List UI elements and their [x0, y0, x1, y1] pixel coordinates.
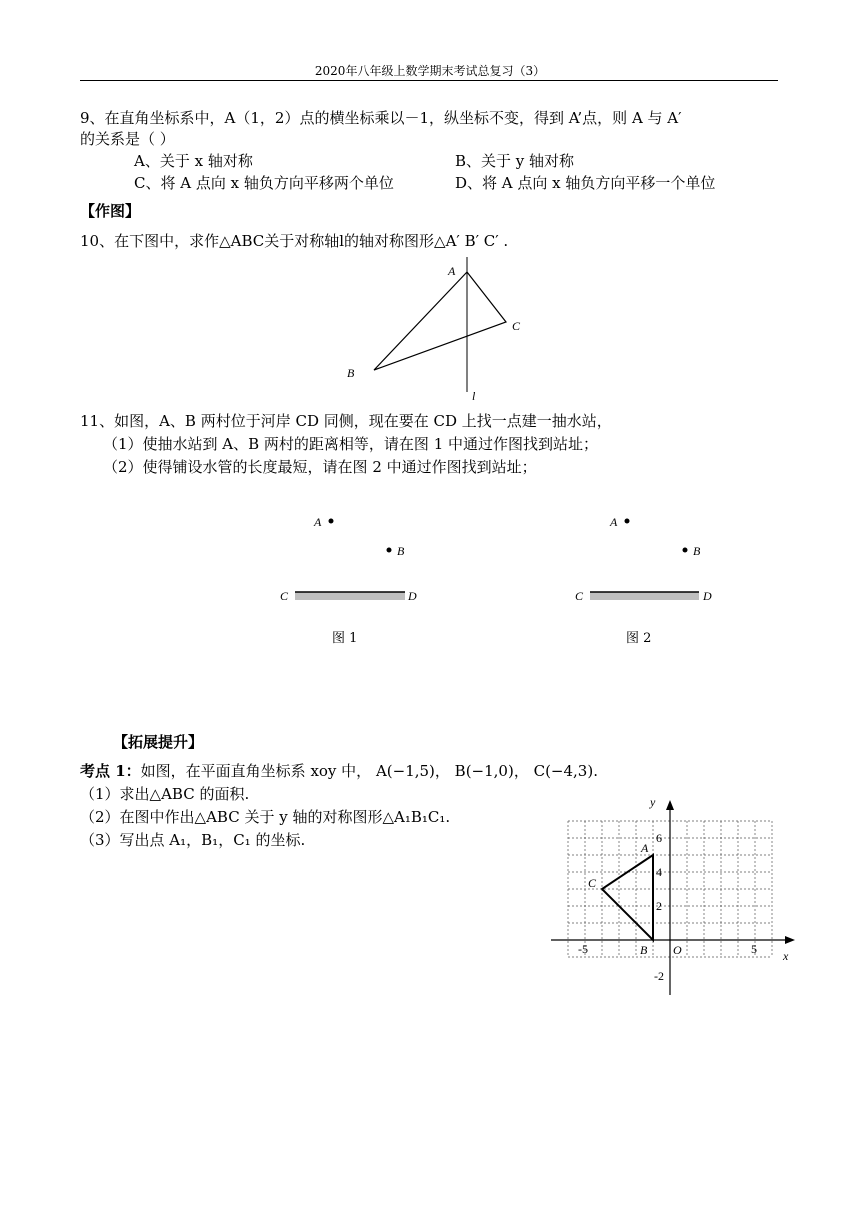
- label-b: B: [693, 544, 701, 558]
- label-c: C: [575, 589, 584, 603]
- label-b: B: [347, 366, 355, 380]
- kaodian-q2: （2）在图中作出△ABC 关于 y 轴的对称图形△A₁B₁C₁.: [80, 808, 451, 826]
- q9-option-c: C、将 A 点向 x 轴负方向平移两个单位: [134, 174, 394, 192]
- q11-line3: （2）使得铺设水管的长度最短，请在图 2 中通过作图找到站址；: [103, 458, 537, 476]
- point-a: [625, 519, 630, 524]
- q10-text: 10、在下图中，求作△ABC关于对称轴l的轴对称图形△A′ B′ C′ .: [80, 232, 509, 250]
- tick-5: 5: [751, 942, 757, 956]
- figure-2-caption: 图 2: [626, 631, 652, 646]
- tick-2: 2: [656, 899, 662, 913]
- tick-neg5: -5: [578, 942, 588, 956]
- triangle-abc: [602, 855, 653, 940]
- label-a: A: [448, 264, 456, 278]
- header-rule: [80, 80, 778, 81]
- point-b-label: B: [640, 943, 648, 957]
- section-extend-heading: 【拓展提升】: [113, 733, 204, 751]
- tick-neg2: -2: [654, 969, 664, 983]
- tick-4: 4: [656, 865, 662, 879]
- label-c: C: [280, 589, 289, 603]
- q9-option-a: A、关于 x 轴对称: [134, 152, 253, 170]
- kaodian-q3: （3）写出点 A₁，B₁，C₁ 的坐标.: [80, 831, 306, 849]
- label-d: D: [703, 589, 712, 603]
- q11-line2: （1）使抽水站到 A、B 两村的距离相等，请在图 1 中通过作图找到站址；: [103, 435, 599, 453]
- figure-1-caption: 图 1: [332, 631, 358, 646]
- coordinate-grid-figure: [545, 790, 805, 1000]
- label-l: l: [472, 389, 476, 403]
- kaodian-q1: （1）求出△ABC 的面积.: [80, 785, 250, 803]
- label-d: D: [408, 589, 417, 603]
- label-b: B: [397, 544, 405, 558]
- label-a: A: [610, 515, 618, 529]
- page-header: 2020年八年级上数学期末考试总复习（3）: [314, 64, 546, 78]
- label-a: A: [314, 515, 322, 529]
- point-b: [683, 548, 688, 553]
- y-axis-arrow: [666, 800, 674, 810]
- point-a-label: A: [641, 841, 649, 855]
- q11-line1: 11、如图，A、B 两村位于河岸 CD 同侧，现在要在 CD 上找一点建一抽水站，: [80, 412, 612, 430]
- origin-label: O: [673, 943, 682, 957]
- axis-x-label: x: [783, 949, 789, 963]
- riverbank-cd: [590, 592, 699, 600]
- q9-option-d: D、将 A 点向 x 轴负方向平移一个单位: [455, 174, 716, 192]
- point-b: [387, 548, 392, 553]
- point-a: [329, 519, 334, 524]
- point-c-label: C: [588, 876, 597, 890]
- kaodian-line: [80, 760, 598, 782]
- triangle-abc: [374, 272, 506, 370]
- x-axis-arrow: [785, 936, 795, 944]
- figure-2: [565, 505, 725, 615]
- figure-1: [270, 505, 430, 615]
- q9-line2: 的关系是（ ）: [80, 130, 175, 148]
- q9-option-b: B、关于 y 轴对称: [455, 152, 575, 170]
- kaodian-label: 考点 1：: [80, 762, 141, 780]
- riverbank-cd: [295, 592, 405, 600]
- tick-6: 6: [656, 831, 662, 845]
- kaodian-text: 如图，在平面直角坐标系 xoy 中， A(−1,5)， B(−1,0)， C(−4,3).: [140, 762, 598, 780]
- axis-y-label: y: [650, 795, 656, 809]
- q10-triangle-figure: [330, 250, 540, 405]
- section-draw-heading: 【作图】: [80, 202, 141, 220]
- label-c: C: [512, 319, 521, 333]
- q9-line1: 9、在直角坐标系中，A（1，2）点的横坐标乘以－1，纵坐标不变，得到 A’点，则 A 与 A′: [80, 109, 682, 127]
